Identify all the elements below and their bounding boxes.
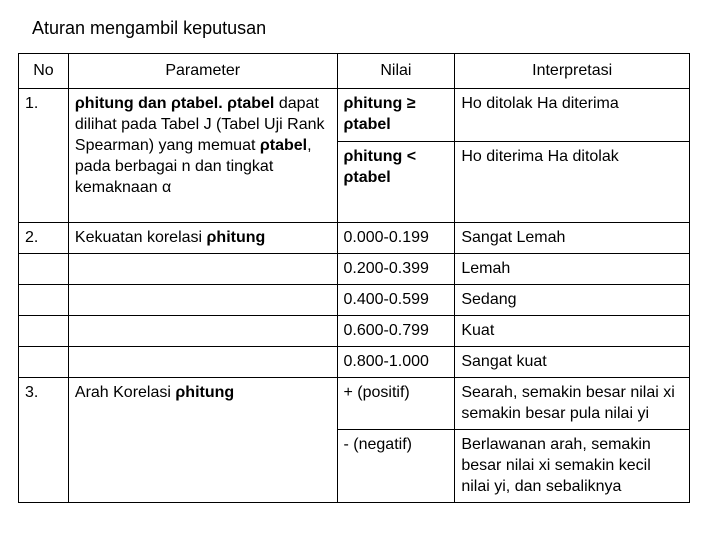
- nilai-cell: - (negatif): [337, 430, 455, 503]
- parameter-bold-text: ρhitung dan ρtabel. ρtabel: [74, 95, 275, 112]
- parameter-bold-text: ρhitung: [206, 229, 266, 246]
- nilai-cell: 0.600-0.799: [337, 316, 455, 347]
- parameter-cell: [68, 89, 337, 223]
- empty-cell: [68, 254, 337, 285]
- empty-cell: [19, 254, 69, 285]
- table-header-row: [19, 54, 690, 89]
- empty-cell: [19, 285, 69, 316]
- table-row: [19, 285, 690, 316]
- table-row: [19, 254, 690, 285]
- decision-rules-table: [18, 53, 690, 503]
- interpretasi-cell: Berlawanan arah, semakin besar nilai xi semakin kecil nilai yi, dan sebaliknya: [455, 430, 690, 503]
- interpretasi-cell: Sangat kuat: [455, 347, 690, 378]
- header-interpretasi: Interpretasi: [455, 54, 690, 89]
- row-number: 3.: [19, 378, 69, 503]
- nilai-cell: 0.200-0.399: [337, 254, 455, 285]
- parameter-text: dapat dilihat pada Tabel J (Tabel Uji Rank Spearman) yang memuat: [74, 95, 325, 154]
- nilai-cell: ρhitung ≥ ρtabel: [337, 89, 455, 142]
- nilai-cell: 0.800-1.000: [337, 347, 455, 378]
- interpretasi-cell: Ho diterima Ha ditolak: [455, 142, 690, 223]
- interpretasi-cell: Ho ditolak Ha diterima: [455, 89, 690, 142]
- table-row: [19, 347, 690, 378]
- parameter-text: , pada berbagai n dan tingkat kemaknaan α: [74, 137, 312, 196]
- interpretasi-cell: Sangat Lemah: [455, 223, 690, 254]
- nilai-cell: ρhitung < ρtabel: [337, 142, 455, 223]
- parameter-cell: [68, 378, 337, 503]
- row-number: 2.: [19, 223, 69, 254]
- header-no: No: [19, 54, 69, 89]
- parameter-cell: [68, 223, 337, 254]
- interpretasi-cell: Searah, semakin besar nilai xi semakin besar pula nilai yi: [455, 378, 690, 430]
- empty-cell: [68, 347, 337, 378]
- parameter-bold-text: ρhitung: [175, 384, 235, 401]
- empty-cell: [68, 285, 337, 316]
- table-row: [19, 378, 690, 430]
- parameter-text: Kekuatan korelasi: [74, 229, 207, 246]
- empty-cell: [68, 316, 337, 347]
- parameter-text: Arah Korelasi: [74, 384, 176, 401]
- nilai-cell: + (positif): [337, 378, 455, 430]
- parameter-bold-text: ρtabel: [259, 137, 308, 154]
- nilai-cell: 0.400-0.599: [337, 285, 455, 316]
- table-row: [19, 89, 690, 142]
- table-row: [19, 223, 690, 254]
- table-row: [19, 316, 690, 347]
- page-title: Aturan mengambil keputusan: [32, 18, 267, 38]
- nilai-cell: 0.000-0.199: [337, 223, 455, 254]
- row-number: 1.: [19, 89, 69, 223]
- empty-cell: [19, 347, 69, 378]
- interpretasi-cell: Lemah: [455, 254, 690, 285]
- header-parameter: Parameter: [68, 54, 337, 89]
- interpretasi-cell: Sedang: [455, 285, 690, 316]
- interpretasi-cell: Kuat: [455, 316, 690, 347]
- empty-cell: [19, 316, 69, 347]
- header-nilai: Nilai: [337, 54, 455, 89]
